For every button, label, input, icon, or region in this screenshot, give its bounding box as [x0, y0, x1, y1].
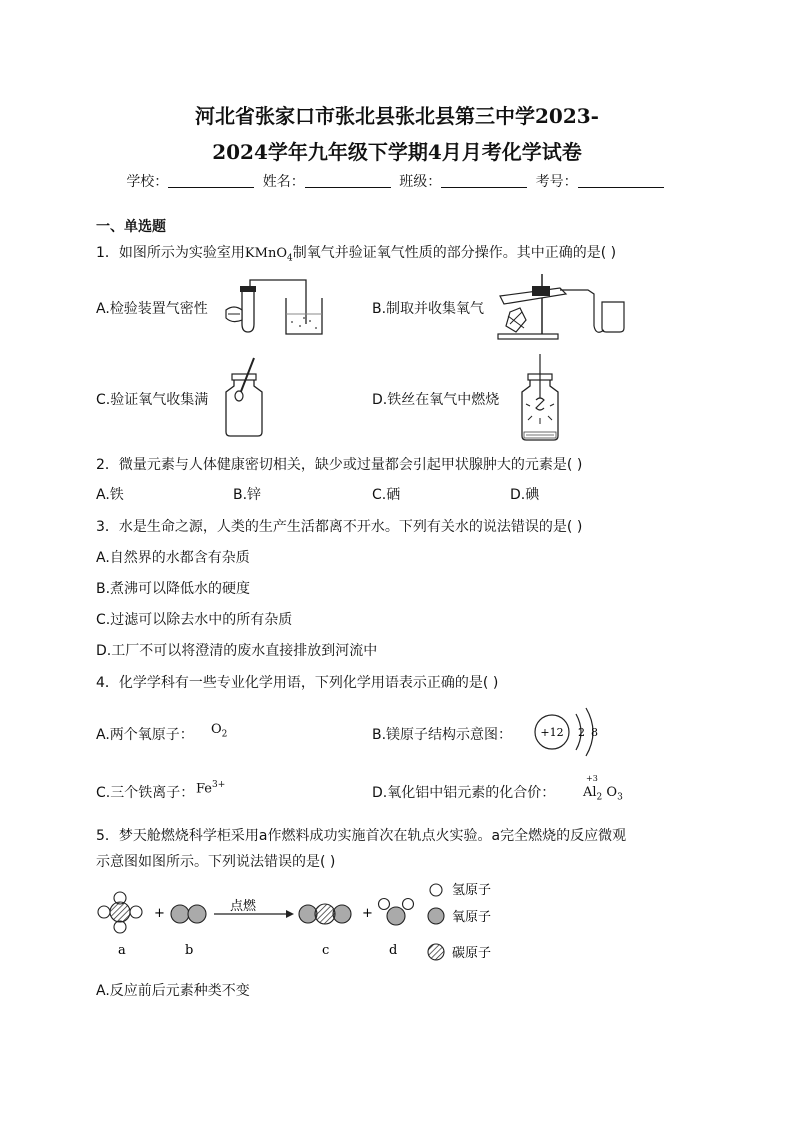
q4-a-formula — [211, 722, 227, 740]
molecule-b — [171, 905, 206, 923]
q3-option-a: A.自然界的水都含有杂质 — [96, 550, 250, 566]
shell-2-electrons: 8 — [591, 726, 598, 739]
q5-stem-line1: 5．梦天舱燃烧科学柜采用a作燃料成功实施首次在轨点火实验。a完全燃烧的反应微观 — [96, 828, 627, 844]
reaction-microscopic-diagram — [96, 880, 516, 970]
plus-sign-2: + — [362, 906, 373, 921]
name-label: 姓名： — [262, 174, 305, 190]
legend-carbon: 碳原子 — [452, 946, 492, 961]
molecule-c — [299, 904, 351, 924]
airtightness-apparatus-icon — [220, 276, 330, 338]
q3-option-c: C.过滤可以除去水中的所有杂质 — [96, 612, 293, 628]
molecule-d — [379, 899, 414, 926]
q4-c-formula-main: Fe — [196, 781, 213, 797]
legend-carbon-icon — [428, 944, 444, 960]
q1-formula-main: KMnO — [244, 246, 287, 261]
nucleus-charge: +12 — [540, 726, 564, 739]
name-blank[interactable] — [305, 173, 391, 188]
page-title-line2: 2024学年九年级下学期4月月考化学试卷 — [212, 140, 582, 164]
magnesium-atom-structure-diagram — [530, 708, 610, 756]
gas-bottle-with-splint-icon — [220, 356, 284, 438]
q1-option-c: C.验证氧气收集满 — [96, 392, 209, 408]
legend-hydrogen-icon — [430, 884, 442, 896]
arrow-head-icon — [286, 910, 294, 918]
q1-formula-sub: 4 — [286, 253, 293, 264]
student-info-line — [0, 171, 794, 191]
q1-formula — [244, 246, 293, 264]
q1-stem-a: 1．如图所示为实验室用 — [96, 245, 245, 261]
q3-option-b: B.煮沸可以降低水的硬度 — [96, 581, 251, 597]
q4-a-formula-main: O — [211, 722, 222, 737]
molecule-a — [98, 892, 142, 933]
reaction-condition: 点燃 — [230, 899, 257, 914]
q2-stem: 2．微量元素与人体健康密切相关，缺少或过量都会引起甲状腺肿大的元素是( ) — [96, 457, 583, 473]
class-blank[interactable] — [441, 173, 527, 188]
page-title-line1: 河北省张家口市张北县张北县第三中学2023- — [195, 104, 599, 128]
exam-no-blank[interactable] — [578, 173, 664, 188]
q4-option-b: B.镁原子结构示意图： — [372, 727, 513, 743]
section-heading: 一、单选题 — [96, 219, 166, 235]
q4-c-formula-sup: 3+ — [212, 780, 226, 790]
q4-d-o: O — [606, 785, 618, 800]
q2-option-b: B.锌 — [233, 487, 262, 503]
q4-d-o-sub: 3 — [617, 792, 623, 803]
plus-sign-1: + — [154, 906, 165, 921]
q3-stem: 3．水是生命之源，人类的生产生活都离不开水。下列有关水的说法错误的是( ) — [96, 519, 583, 535]
q2-option-d: D.碘 — [510, 487, 540, 503]
q4-d-al-sub: 2 — [596, 792, 603, 803]
q4-option-d: D.氧化铝中铝元素的化合价： — [372, 785, 556, 801]
q1-stem — [96, 242, 616, 264]
q4-c-formula — [196, 780, 225, 796]
school-label: 学校： — [126, 174, 169, 190]
q4-option-a: A.两个氧原子： — [96, 727, 194, 743]
q3-option-d: D.工厂不可以将澄清的废水直接排放到河流中 — [96, 643, 378, 659]
q5-option-a: A.反应前后元素种类不变 — [96, 983, 250, 999]
exam-no-label: 考号： — [535, 174, 578, 190]
q2-option-c: C.硒 — [372, 487, 401, 503]
label-d: d — [389, 943, 398, 958]
school-blank[interactable] — [168, 173, 254, 188]
legend-oxygen-icon — [428, 908, 444, 924]
q5-stem-line2: 示意图如图所示。下列说法错误的是( ) — [96, 854, 336, 870]
q4-d-valence: +3 — [586, 774, 598, 783]
q4-d-al: Al — [583, 785, 597, 800]
q1-option-d: D.铁丝在氧气中燃烧 — [372, 392, 500, 408]
q1-option-b: B.制取并收集氧气 — [372, 301, 485, 317]
q1-option-a: A.检验装置气密性 — [96, 301, 208, 317]
label-a: a — [118, 943, 126, 958]
class-label: 班级： — [399, 174, 442, 190]
label-b: b — [185, 943, 194, 958]
q4-d-formula — [583, 785, 623, 803]
iron-wire-combustion-bottle-icon — [512, 352, 572, 442]
legend-hydrogen: 氢原子 — [452, 883, 492, 898]
legend-oxygen: 氧原子 — [452, 910, 492, 925]
q1-stem-b: 制氧气并验证氧气性质的部分操作。其中正确的是( ) — [292, 245, 617, 261]
q4-stem: 4．化学学科有一些专业化学用语，下列化学用语表示正确的是( ) — [96, 675, 499, 691]
oxygen-preparation-apparatus-icon — [470, 272, 630, 342]
q4-a-formula-sub: 2 — [221, 729, 228, 740]
q2-option-a: A.铁 — [96, 487, 124, 503]
label-c: c — [322, 943, 330, 958]
shell-1-electrons: 2 — [578, 726, 585, 739]
q4-option-c: C.三个铁离子： — [96, 785, 195, 801]
